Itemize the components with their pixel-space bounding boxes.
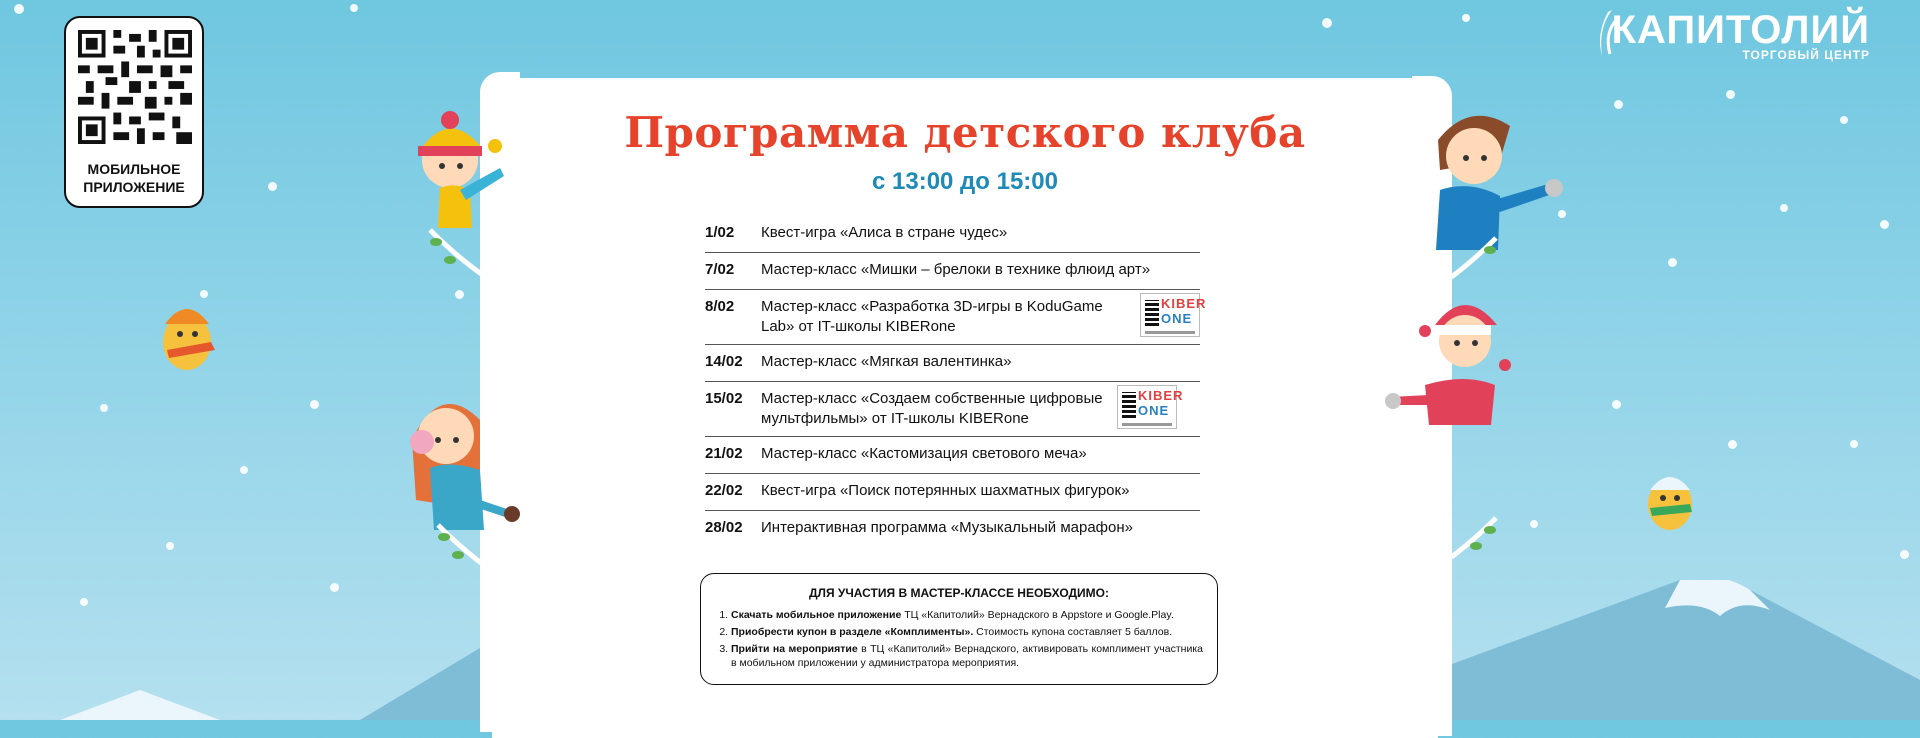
requirement-text: ТЦ «Капитолий» Вернадского в Appstore и Google.Play. <box>901 609 1174 621</box>
requirement-item <box>731 642 1203 670</box>
logo-name: КАПИТОЛИЙ <box>1611 8 1870 52</box>
schedule-date: 21/02 <box>705 445 743 462</box>
schedule-event: Квест-игра «Поиск потерянных шахматных фигурок» <box>761 482 1130 499</box>
branch-left-lower-illustration <box>428 515 498 585</box>
schedule-time: с 13:00 до 15:00 <box>871 168 1058 195</box>
schedule-event: Мастер-класс «Мягкая валентинка» <box>761 353 1012 370</box>
schedule-date: 8/02 <box>705 298 735 315</box>
schedule-event: Мастер-класс «Мишки – брелоки в технике флюид арт» <box>761 261 1151 278</box>
schedule-event: Мастер-класс «Разработка 3D-игры в KoduGame Lab» от IT-школы KIBERone <box>761 298 1103 335</box>
requirements-box <box>700 573 1218 685</box>
requirement-bold: Скачать мобильное приложение <box>731 609 902 621</box>
schedule-event: Интерактивная программа «Музыкальный марафон» <box>761 519 1133 536</box>
schedule-row <box>705 437 1200 474</box>
schedule-row <box>705 216 1200 253</box>
kapitoliy-logo[interactable] <box>1612 8 1870 62</box>
schedule-row <box>705 345 1200 382</box>
kiberone-logo-icon: KIBER ONE <box>1140 293 1200 337</box>
schedule-date: 1/02 <box>705 224 735 241</box>
kiberone-logo-icon: KIBER ONE <box>1117 385 1177 429</box>
requirements-list <box>715 608 1203 670</box>
requirement-bold: Прийти на мероприятие <box>731 643 858 655</box>
girl-red-hat-illustration <box>1385 285 1525 435</box>
requirement-item <box>731 625 1203 639</box>
schedule-event: Квест-игра «Алиса в стране чудес» <box>761 224 1008 241</box>
schedule-date: 28/02 <box>705 519 743 536</box>
schedule-date: 22/02 <box>705 482 743 499</box>
schedule-date: 15/02 <box>705 390 743 407</box>
requirement-text: в ТЦ «Капитолий» Вернадского, активировать комплимент участника в мобильном приложении у администратора мероприятия. <box>731 643 1203 669</box>
requirement-bold: Приобрести купон в разделе «Комплименты». <box>731 626 974 638</box>
requirement-text: Стоимость купона составляет 5 баллов. <box>973 626 1173 638</box>
chick-left-illustration <box>145 290 235 380</box>
page-title: Программа детского клуба <box>624 108 1306 157</box>
qr-code-icon[interactable] <box>78 30 192 144</box>
schedule-row <box>705 474 1200 511</box>
branch-left-illustration <box>420 220 490 290</box>
schedule-row <box>705 253 1200 290</box>
schedule-row <box>705 290 1207 345</box>
kapitoliy-logo-icon <box>1594 8 1620 58</box>
schedule-list <box>705 216 1207 547</box>
logo-subtitle: ТОРГОВЫЙ ЦЕНТР <box>1742 48 1870 62</box>
requirements-title: ДЛЯ УЧАСТИЯ В МАСТЕР-КЛАССЕ НЕОБХОДИМО: <box>808 586 1110 600</box>
chick-right-illustration <box>1630 460 1710 540</box>
qr-label: МОБИЛЬНОЕ ПРИЛОЖЕНИЕ <box>83 161 185 195</box>
requirement-item <box>731 608 1203 622</box>
schedule-event: Мастер-класс «Кастомизация светового меча» <box>761 445 1087 462</box>
qr-card[interactable] <box>64 16 204 208</box>
schedule-row <box>705 382 1200 437</box>
branch-right-illustration <box>1436 228 1506 298</box>
schedule-date: 7/02 <box>705 261 735 278</box>
schedule-date: 14/02 <box>705 353 743 370</box>
branch-right-lower-illustration <box>1436 508 1506 578</box>
schedule-event: Мастер-класс «Создаем собственные цифровые мультфильмы» от IT-школы KIBERone <box>761 390 1103 427</box>
schedule-row <box>705 511 1200 547</box>
